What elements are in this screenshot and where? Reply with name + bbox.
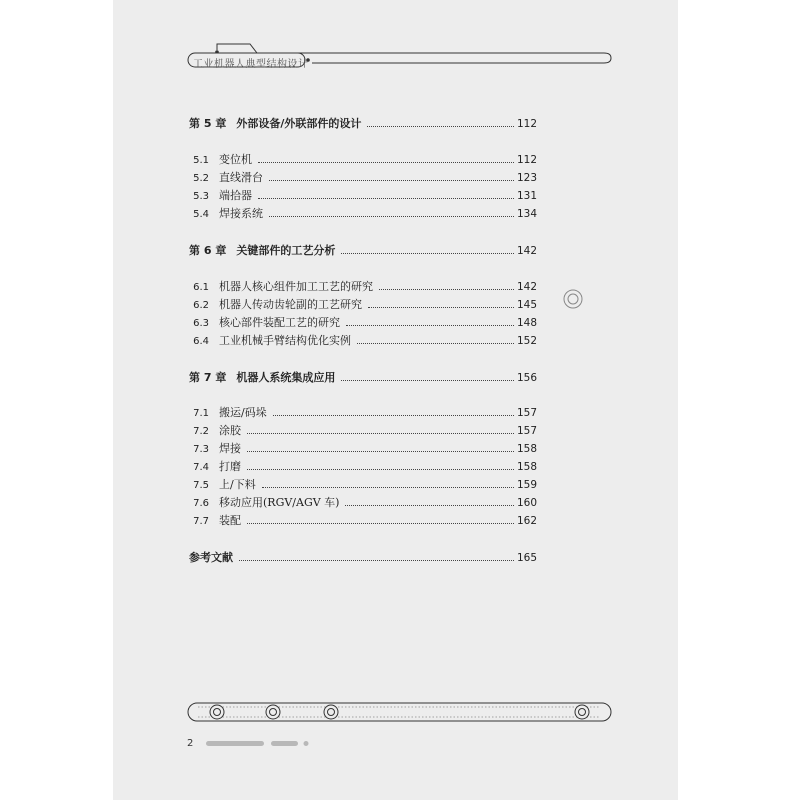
toc-section[interactable] xyxy=(181,207,537,222)
toc-references[interactable] xyxy=(189,551,537,565)
section-number: 7.6 xyxy=(193,498,209,509)
dot-leader xyxy=(247,523,514,524)
dot-leader xyxy=(367,126,514,127)
dot-leader xyxy=(346,325,514,326)
toc-section[interactable] xyxy=(181,189,537,204)
dot-leader xyxy=(269,180,514,181)
page-number: 2 xyxy=(187,738,194,749)
section-title: 工业机械手臂结构优化实例 xyxy=(219,334,351,347)
dot-leader xyxy=(345,505,513,506)
section-number: 7.7 xyxy=(193,516,209,527)
toc-section[interactable] xyxy=(181,298,537,313)
page-ref: 165 xyxy=(516,552,537,564)
page-ref: 142 xyxy=(516,245,537,257)
page-ref: 112 xyxy=(516,154,537,166)
footer-conveyor-decoration xyxy=(0,690,800,760)
section-title: 搬运/码垛 xyxy=(219,406,267,419)
toc-section[interactable] xyxy=(181,316,537,331)
page-ref: 156 xyxy=(516,372,537,384)
section-title: 移动应用(RGV/AGV 车) xyxy=(219,496,340,509)
toc-section[interactable] xyxy=(181,460,537,475)
section-title: 涂胶 xyxy=(219,424,241,437)
section-title: 装配 xyxy=(219,514,241,527)
section-number: 5.4 xyxy=(193,209,209,220)
page-ref: 112 xyxy=(516,118,537,130)
page-ref: 158 xyxy=(516,461,537,473)
header-book-title: 工业机器人典型结构设计 xyxy=(193,59,309,70)
toc-section[interactable] xyxy=(181,153,537,168)
toc-chapter[interactable] xyxy=(189,244,537,258)
page-ref: 131 xyxy=(516,190,537,202)
chapter-title: 关键部件的工艺分析 xyxy=(236,244,336,257)
dot-leader xyxy=(247,469,514,470)
toc-section[interactable] xyxy=(181,442,537,457)
section-number: 7.3 xyxy=(193,444,209,455)
page-ref: 152 xyxy=(516,335,537,347)
dot-leader xyxy=(368,307,514,308)
section-number: 6.3 xyxy=(193,318,209,329)
page-ref: 159 xyxy=(516,479,537,491)
chapter-number: 第 6 章 xyxy=(189,244,227,257)
references-title: 参考文献 xyxy=(189,551,233,564)
section-number: 5.1 xyxy=(193,155,209,166)
page-ref: 160 xyxy=(516,497,537,509)
page-ref: 157 xyxy=(516,425,537,437)
section-title: 焊接系统 xyxy=(219,207,263,220)
section-number: 7.5 xyxy=(193,480,209,491)
page-ref: 162 xyxy=(516,515,537,527)
chapter-title: 外部设备/外联部件的设计 xyxy=(236,117,362,130)
page-ref: 134 xyxy=(516,208,537,220)
section-number: 6.4 xyxy=(193,336,209,347)
page-ref: 148 xyxy=(516,317,537,329)
page-ref: 145 xyxy=(516,299,537,311)
section-title: 打磨 xyxy=(219,460,241,473)
section-title: 端拾器 xyxy=(219,189,252,202)
section-title: 机器人传动齿轮副的工艺研究 xyxy=(219,298,362,311)
dot-leader xyxy=(262,487,514,488)
section-title: 变位机 xyxy=(219,153,252,166)
toc-section[interactable] xyxy=(181,171,537,186)
toc-section[interactable] xyxy=(181,478,537,493)
toc-chapter[interactable] xyxy=(189,117,537,131)
section-title: 直线滑台 xyxy=(219,171,263,184)
section-number: 7.1 xyxy=(193,408,209,419)
toc-section[interactable] xyxy=(181,424,537,439)
chapter-number: 第 7 章 xyxy=(189,371,227,384)
section-title: 上/下料 xyxy=(219,478,256,491)
section-title: 机器人核心组件加工工艺的研究 xyxy=(219,280,373,293)
dot-leader xyxy=(341,380,514,381)
dot-leader xyxy=(273,415,514,416)
page-ref: 158 xyxy=(516,443,537,455)
toc-section[interactable] xyxy=(181,406,537,421)
toc-section[interactable] xyxy=(181,496,537,511)
page-ref: 157 xyxy=(516,407,537,419)
toc-chapter[interactable] xyxy=(189,371,537,385)
dot-leader xyxy=(379,289,514,290)
section-number: 6.2 xyxy=(193,300,209,311)
section-title: 核心部件装配工艺的研究 xyxy=(219,316,340,329)
dot-leader xyxy=(239,560,514,561)
dot-leader xyxy=(247,433,514,434)
dot-leader xyxy=(258,162,514,163)
toc-section[interactable] xyxy=(181,280,537,295)
section-number: 5.2 xyxy=(193,173,209,184)
section-number: 7.2 xyxy=(193,426,209,437)
section-number: 6.1 xyxy=(193,282,209,293)
page-ref: 142 xyxy=(516,281,537,293)
chapter-number: 第 5 章 xyxy=(189,117,227,130)
toc-section[interactable] xyxy=(181,334,537,349)
toc-section[interactable] xyxy=(181,514,537,529)
page-ref: 123 xyxy=(516,172,537,184)
section-number: 5.3 xyxy=(193,191,209,202)
dot-leader xyxy=(357,343,514,344)
chapter-title: 机器人系统集成应用 xyxy=(236,371,336,384)
section-number: 7.4 xyxy=(193,462,209,473)
section-title: 焊接 xyxy=(219,442,241,455)
dot-leader xyxy=(258,198,514,199)
dot-leader xyxy=(341,253,514,254)
dot-leader xyxy=(269,216,514,217)
dot-leader xyxy=(247,451,514,452)
